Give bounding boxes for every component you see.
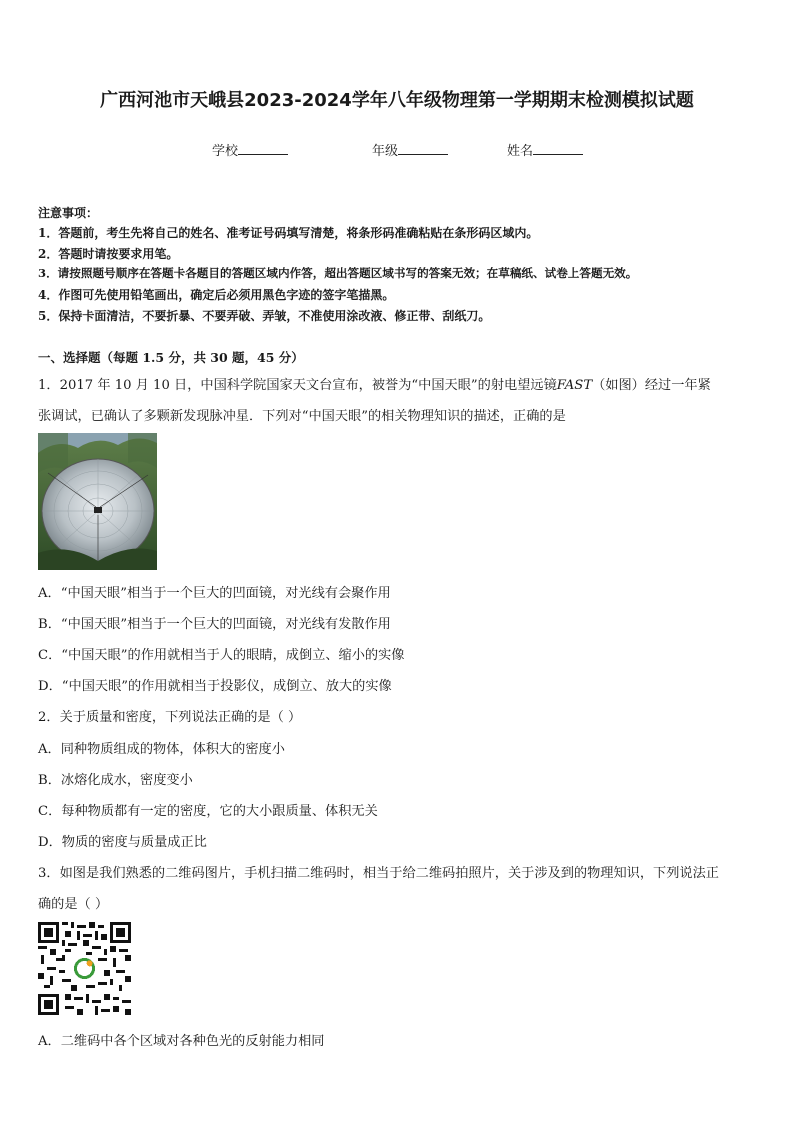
grade-blank[interactable]: [398, 142, 448, 155]
q2-option-b[interactable]: B．冰熔化成水，密度变小: [38, 773, 193, 788]
q1-fast: FAST: [556, 378, 593, 393]
q1-option-d[interactable]: D．“中国天眼”的作用就相当于投影仪，成倒立、放大的实像: [38, 679, 392, 694]
qr-code-svg: [38, 922, 131, 1015]
q2-option-c[interactable]: C．每种物质都有一定的密度，它的大小跟质量、体积无关: [38, 804, 378, 819]
q2-option-a[interactable]: A．同种物质组成的物体，体积大的密度小: [38, 742, 285, 757]
fast-telescope-image: [38, 433, 157, 570]
question-2-stem: 2．关于质量和密度，下列说法正确的是（ ）: [38, 710, 302, 725]
question-3-stem-line2: 确的是（ ）: [38, 897, 109, 912]
notice-item: 2．答题时请按要求用笔。: [38, 247, 179, 261]
name-field[interactable]: [507, 140, 583, 159]
question-1-stem-line2: 张调试，已确认了多颗新发现脉冲星．下列对“中国天眼”的相关物理知识的描述，正确的是: [38, 409, 566, 424]
q1-text-b: （如图）经过一年紧: [592, 378, 711, 393]
q3-option-a[interactable]: A．二维码中各个区域对各种色光的反射能力相同: [38, 1034, 325, 1049]
q2-option-d[interactable]: D．物质的密度与质量成正比: [38, 835, 207, 850]
q1-option-b[interactable]: B．“中国天眼”相当于一个巨大的凹面镜，对光线有发散作用: [38, 617, 391, 632]
qr-code-image: [38, 922, 131, 1015]
school-label: 学校: [212, 144, 239, 159]
question-1-stem-line1: [38, 374, 711, 393]
question-3-stem-line1: 3．如图是我们熟悉的二维码图片，手机扫描二维码时，相当于给二维码拍照片，关于涉及到的物理知识，下列说法正: [38, 866, 719, 881]
name-blank[interactable]: [533, 142, 583, 155]
exam-title: 广西河池市天峨县2023-2024学年八年级物理第一学期期末检测模拟试题: [100, 90, 694, 111]
notice-item: 5．保持卡面清洁，不要折暴、不要弄破、弄皱，不准使用涂改液、修正带、刮纸刀。: [38, 309, 491, 323]
grade-label: 年级: [372, 144, 399, 159]
grade-field[interactable]: [372, 140, 448, 159]
q1-option-c[interactable]: C．“中国天眼”的作用就相当于人的眼睛，成倒立、缩小的实像: [38, 648, 405, 663]
notice-item: 4．作图可先使用铅笔画出，确定后必须用黑色字迹的签字笔描黑。: [38, 288, 395, 302]
notice-item: 1．答题前，考生先将自己的姓名、准考证号码填写清楚，将条形码准确粘贴在条形码区域内。: [38, 226, 539, 240]
q1-text-a: 1．2017 年 10 月 10 日，中国科学院国家天文台宣布，被誉为“中国天眼”的射电望远镜: [38, 378, 557, 393]
q1-option-a[interactable]: A．“中国天眼”相当于一个巨大的凹面镜，对光线有会聚作用: [38, 586, 391, 601]
telescope-photo-svg: [38, 433, 157, 570]
school-field[interactable]: [212, 140, 288, 159]
name-label: 姓名: [507, 144, 534, 159]
notice-heading: 注意事项：: [38, 206, 99, 220]
school-blank[interactable]: [238, 142, 288, 155]
notice-item: 3．请按照题号顺序在答题卡各题目的答题区域内作答，超出答题区域书写的答案无效；在草稿纸、试卷上答题无效。: [38, 266, 638, 280]
section-heading: 一、选择题（每题 1.5 分，共 30 题，45 分）: [38, 350, 304, 365]
